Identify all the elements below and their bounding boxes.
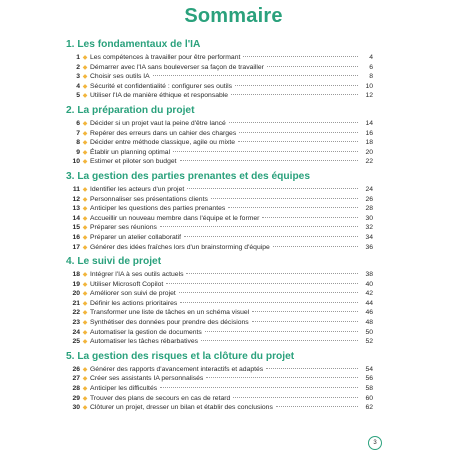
entry-page-number: 22 — [365, 158, 373, 166]
entry-page-number: 50 — [365, 328, 373, 336]
entry-title: Établir un planning optimal — [90, 148, 171, 156]
toc-entry — [66, 138, 373, 148]
toc-entry — [66, 308, 373, 318]
toc-section — [66, 38, 373, 101]
entry-page-number: 56 — [365, 375, 373, 383]
dot-leader — [266, 368, 358, 369]
diamond-bullet-icon: ◆ — [82, 225, 88, 232]
toc-section — [66, 350, 373, 413]
section-heading: 2. La préparation du projet — [66, 104, 195, 116]
entry-number: 11 — [72, 185, 80, 193]
entry-number: 7 — [76, 129, 80, 137]
entry-title: Synthétiser des données pour prendre des décisions — [90, 319, 249, 327]
entry-number: 24 — [72, 328, 80, 336]
entry-page-number: 6 — [369, 63, 373, 71]
toc-entry — [66, 289, 373, 299]
toc-entry — [66, 72, 373, 82]
entry-page-number: 52 — [365, 338, 373, 346]
section-heading: 1. Les fondamentaux de l'IA — [66, 39, 201, 50]
entry-number: 8 — [76, 139, 80, 147]
entry-page-number: 26 — [365, 195, 373, 203]
toc-entry — [66, 328, 373, 338]
diamond-bullet-icon: ◆ — [82, 55, 88, 61]
entry-page-number: 54 — [365, 365, 373, 373]
entry-number: 12 — [72, 195, 80, 203]
dot-leader — [252, 321, 358, 322]
dot-leader — [187, 188, 358, 189]
entry-title: Repérer des erreurs dans un cahier des charges — [90, 129, 237, 137]
toc-entry — [66, 214, 373, 224]
entry-page-number: 18 — [365, 139, 373, 147]
dot-leader — [229, 122, 358, 123]
entry-title: Estimer et piloter son budget — [90, 158, 177, 166]
diamond-bullet-icon: ◆ — [82, 386, 88, 393]
entry-number: 3 — [76, 73, 80, 81]
page-number-badge: 3 — [368, 436, 382, 450]
table-of-contents — [66, 35, 373, 416]
entry-number: 13 — [72, 205, 80, 213]
entry-number: 1 — [76, 54, 80, 61]
diamond-bullet-icon: ◆ — [82, 395, 88, 402]
toc-entry — [66, 91, 373, 101]
entry-page-number: 42 — [365, 290, 373, 298]
dot-leader — [235, 85, 358, 86]
entry-title: Identifier les acteurs d'un projet — [90, 185, 185, 193]
section-heading: 4. Le suivi de projet — [66, 256, 162, 268]
diamond-bullet-icon: ◆ — [82, 130, 88, 137]
dot-leader — [186, 273, 358, 274]
entry-number: 9 — [76, 148, 80, 156]
entry-title: Utiliser Microsoft Copilot — [90, 280, 164, 288]
entry-title: Automatiser la gestion de documents — [90, 328, 202, 336]
toc-entry — [66, 299, 373, 309]
diamond-bullet-icon: ◆ — [82, 272, 88, 279]
dot-leader — [201, 340, 358, 341]
entry-number: 29 — [72, 394, 80, 402]
entry-number: 4 — [76, 82, 80, 90]
dot-leader — [267, 66, 358, 67]
entry-page-number: 62 — [365, 404, 373, 412]
entry-title: Générer des idées fraîches lors d'un brainstorming d'équipe — [90, 243, 270, 251]
entry-page-number: 34 — [365, 233, 373, 241]
toc-section — [66, 170, 373, 252]
entry-title: Décider entre méthode classique, agile ou mixte — [90, 139, 236, 147]
toc-entry — [66, 243, 373, 253]
toc-entry — [66, 374, 373, 384]
dot-leader — [243, 56, 358, 57]
entry-page-number: 14 — [365, 119, 373, 127]
entry-page-number: 30 — [365, 214, 373, 222]
entry-number: 23 — [72, 319, 80, 327]
entry-number: 5 — [76, 92, 80, 100]
entry-number: 20 — [72, 290, 80, 298]
diamond-bullet-icon: ◆ — [82, 120, 88, 127]
dot-leader — [173, 151, 358, 152]
entry-number: 22 — [72, 309, 80, 317]
entry-number: 18 — [72, 271, 80, 279]
entry-page-number: 40 — [365, 280, 373, 288]
entry-page-number: 12 — [365, 92, 373, 100]
dot-leader — [179, 292, 358, 293]
entry-title: Utiliser l'IA de manière éthique et responsable — [90, 92, 229, 100]
entry-title: Créer ses assistants IA personnalisés — [90, 375, 204, 383]
entry-title: Personnaliser ses présentations clients — [90, 195, 208, 203]
entry-number: 14 — [72, 214, 80, 222]
entry-title: Les compétences à travailler pour être performant — [90, 54, 241, 61]
toc-entry — [66, 204, 373, 214]
section-heading: 5. La gestion des risques et la clôture du projet — [66, 350, 295, 362]
entry-number: 26 — [72, 365, 80, 373]
toc-entry — [66, 148, 373, 158]
diamond-bullet-icon: ◆ — [82, 281, 88, 288]
entry-page-number: 10 — [365, 82, 373, 90]
entry-number: 19 — [72, 280, 80, 288]
diamond-bullet-icon: ◆ — [82, 329, 88, 336]
dot-leader — [262, 217, 358, 218]
entry-page-number: 38 — [365, 271, 373, 279]
entry-title: Anticiper les difficultés — [90, 385, 158, 393]
toc-entry — [66, 280, 373, 290]
dot-leader — [252, 311, 358, 312]
dot-leader — [205, 331, 358, 332]
toc-entry — [66, 233, 373, 243]
dot-leader — [206, 377, 358, 378]
entry-title: Automatiser les tâches rébarbatives — [90, 338, 199, 346]
entry-page-number: 44 — [365, 299, 373, 307]
diamond-bullet-icon: ◆ — [82, 244, 88, 251]
entry-page-number: 58 — [365, 385, 373, 393]
dot-leader — [238, 141, 358, 142]
entry-number: 21 — [72, 299, 80, 307]
diamond-bullet-icon: ◆ — [82, 140, 88, 147]
dot-leader — [211, 198, 358, 199]
entry-title: Sécurité et confidentialité : configurer ses outils — [90, 82, 233, 90]
diamond-bullet-icon: ◆ — [82, 149, 88, 156]
dot-leader — [184, 236, 358, 237]
dot-leader — [160, 387, 358, 388]
entry-title: Préparer un atelier collaboratif — [90, 233, 182, 241]
diamond-bullet-icon: ◆ — [82, 186, 88, 193]
entry-title: Définir les actions prioritaires — [90, 299, 178, 307]
toc-entry — [66, 270, 373, 280]
dot-leader — [231, 94, 358, 95]
toc-entry — [66, 365, 373, 375]
entry-page-number: 60 — [365, 394, 373, 402]
entry-title: Trouver des plans de secours en cas de retard — [90, 394, 231, 402]
entry-number: 15 — [72, 224, 80, 232]
toc-entry — [66, 82, 373, 92]
entry-number: 27 — [72, 375, 80, 383]
entry-title: Accueillir un nouveau membre dans l'équipe et le former — [90, 214, 260, 222]
section-heading: 3. La gestion des parties prenantes et des équipes — [66, 170, 311, 182]
dot-leader — [276, 406, 358, 407]
entry-page-number: 20 — [365, 148, 373, 156]
entry-page-number: 8 — [369, 73, 373, 81]
toc-entry — [66, 63, 373, 73]
toc-entry — [66, 337, 373, 347]
entry-title: Décider si un projet vaut la peine d'être lancé — [90, 119, 226, 127]
dot-leader — [233, 397, 358, 398]
entry-number: 16 — [72, 233, 80, 241]
entry-number: 30 — [72, 404, 80, 412]
entry-title: Anticiper les questions des parties prenantes — [90, 205, 226, 213]
entry-title: Clôturer un projet, dresser un bilan et établir des conclusions — [90, 404, 273, 412]
toc-section — [66, 255, 373, 347]
entry-page-number: 24 — [365, 185, 373, 193]
toc-entry — [66, 394, 373, 404]
entry-page-number: 32 — [365, 224, 373, 232]
toc-entry — [66, 53, 373, 63]
entry-page-number: 36 — [365, 243, 373, 251]
diamond-bullet-icon: ◆ — [82, 74, 88, 81]
toc-entry — [66, 129, 373, 139]
page-title: Sommaire — [184, 5, 283, 27]
toc-entry — [66, 223, 373, 233]
diamond-bullet-icon: ◆ — [82, 366, 88, 373]
toc-entry — [66, 157, 373, 167]
diamond-bullet-icon: ◆ — [82, 234, 88, 241]
entry-number: 25 — [72, 338, 80, 346]
toc-section — [66, 104, 373, 167]
entry-page-number: 4 — [369, 54, 373, 61]
dot-leader — [153, 75, 358, 76]
entry-number: 6 — [76, 119, 80, 127]
dot-leader — [228, 207, 358, 208]
diamond-bullet-icon: ◆ — [82, 196, 88, 203]
diamond-bullet-icon: ◆ — [82, 320, 88, 327]
toc-entry — [66, 384, 373, 394]
diamond-bullet-icon: ◆ — [82, 215, 88, 222]
diamond-bullet-icon: ◆ — [82, 310, 88, 317]
diamond-bullet-icon: ◆ — [82, 291, 88, 298]
entry-page-number: 46 — [365, 309, 373, 317]
toc-entry — [66, 119, 373, 129]
entry-title: Choisir ses outils IA — [90, 73, 150, 81]
diamond-bullet-icon: ◆ — [82, 300, 88, 307]
entry-number: 10 — [72, 158, 80, 166]
diamond-bullet-icon: ◆ — [82, 339, 88, 346]
entry-title: Préparer ses réunions — [90, 224, 157, 232]
dot-leader — [180, 302, 358, 303]
toc-entry — [66, 195, 373, 205]
diamond-bullet-icon: ◆ — [82, 83, 88, 90]
entry-number: 17 — [72, 243, 80, 251]
entry-title: Améliorer son suivi de projet — [90, 290, 176, 298]
toc-entry — [66, 185, 373, 195]
diamond-bullet-icon: ◆ — [82, 159, 88, 166]
dot-leader — [180, 160, 358, 161]
toc-entry — [66, 403, 373, 413]
entry-page-number: 16 — [365, 129, 373, 137]
dot-leader — [273, 246, 358, 247]
entry-number: 2 — [76, 63, 80, 71]
diamond-bullet-icon: ◆ — [82, 206, 88, 213]
entry-page-number: 48 — [365, 319, 373, 327]
dot-leader — [166, 283, 358, 284]
dot-leader — [160, 226, 358, 227]
entry-title: Démarrer avec l'IA sans bouleverser sa façon de travailler — [90, 63, 264, 71]
entry-title: Générer des rapports d'avancement interactifs et adaptés — [90, 365, 264, 373]
toc-entry — [66, 318, 373, 328]
diamond-bullet-icon: ◆ — [82, 93, 88, 100]
entry-title: Intégrer l'IA à ses outils actuels — [90, 271, 184, 279]
diamond-bullet-icon: ◆ — [82, 405, 88, 412]
entry-page-number: 28 — [365, 205, 373, 213]
diamond-bullet-icon: ◆ — [82, 376, 88, 383]
entry-title: Transformer une liste de tâches en un schéma visuel — [90, 309, 250, 317]
dot-leader — [239, 132, 358, 133]
entry-number: 28 — [72, 385, 80, 393]
diamond-bullet-icon: ◆ — [82, 64, 88, 71]
